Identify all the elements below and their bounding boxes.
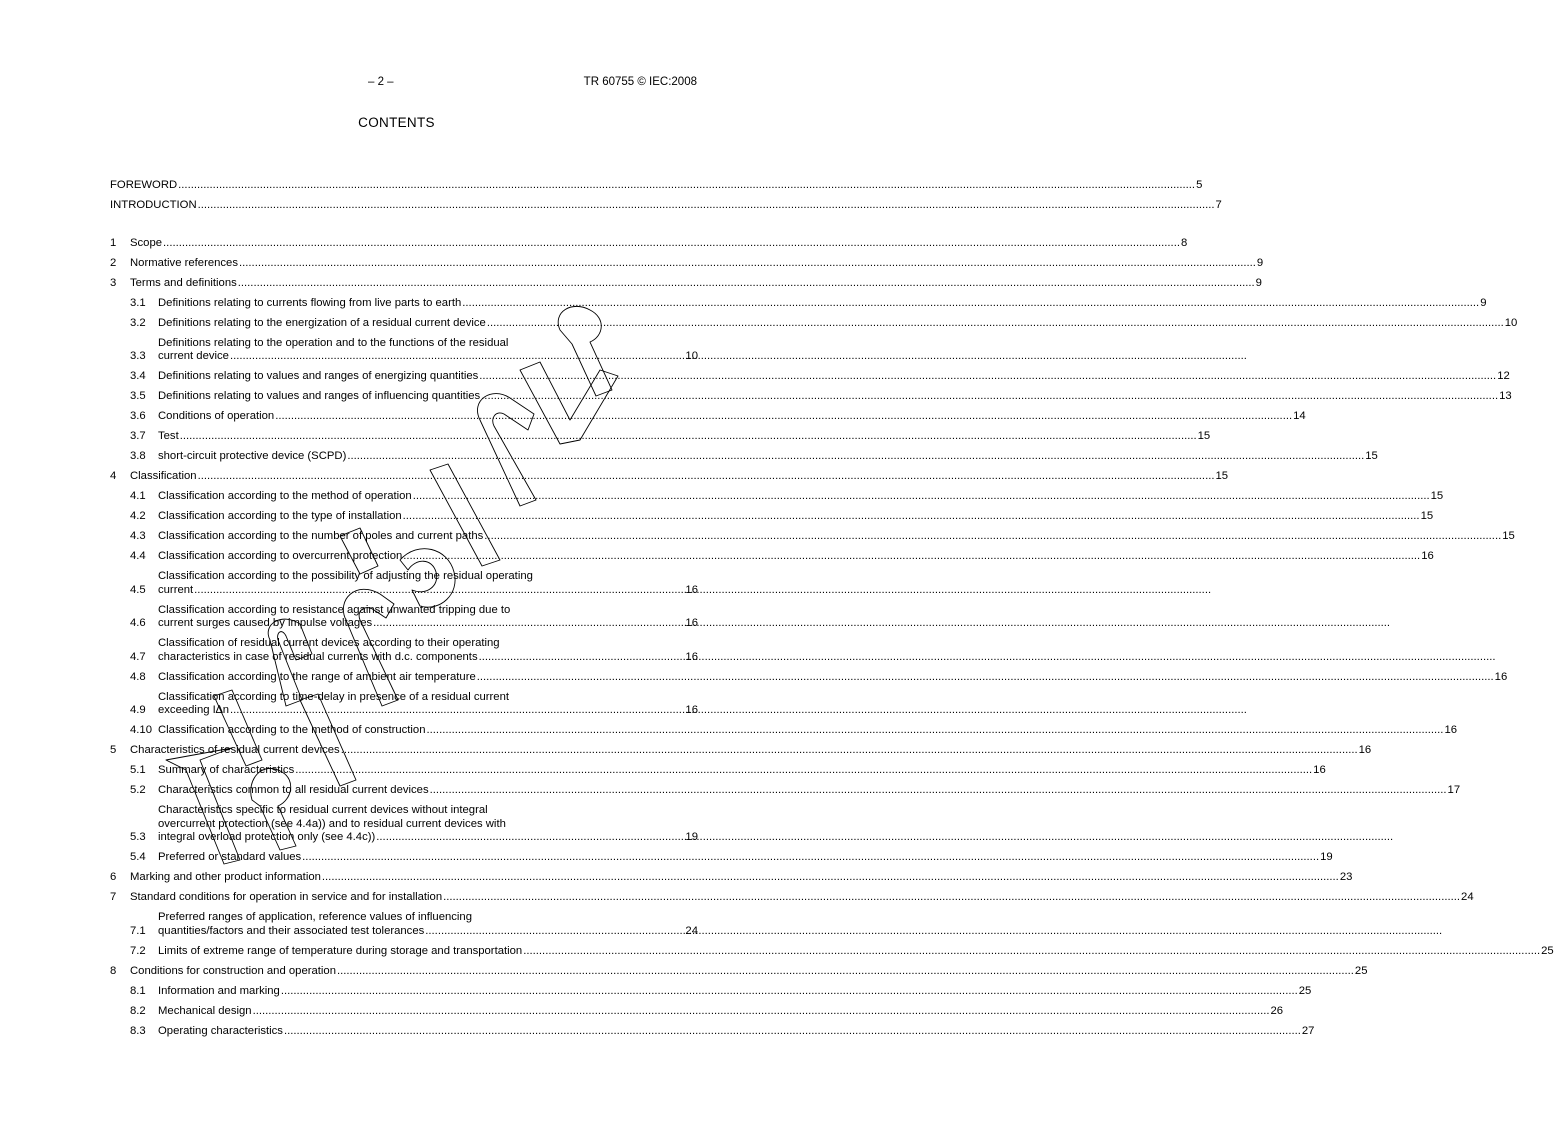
toc-leader-dots xyxy=(479,651,1496,665)
toc-page-number: 9 xyxy=(1255,276,1262,289)
toc-entry-title: integral overload protection only (see 4.4c)) xyxy=(158,831,376,843)
toc-entry-title: Conditions for construction and operation xyxy=(130,964,336,977)
toc-entry-number: 1 xyxy=(110,236,117,249)
toc-entry-number: 4.4 xyxy=(130,550,146,562)
toc-leader-dots xyxy=(302,851,1319,865)
toc-entry-title: Classification according to time-delay in presence of a residual current xyxy=(158,690,510,703)
toc-leader-dots xyxy=(443,891,1460,905)
toc-entry[interactable] xyxy=(110,530,1515,544)
toc-page-number: 23 xyxy=(1339,871,1353,883)
toc-entry-number: 4.7 xyxy=(130,650,146,663)
toc-entry-title: current surges caused by impulse voltages xyxy=(158,617,373,629)
toc-page-number: 9 xyxy=(1256,256,1264,269)
toc-page-number: 25 xyxy=(1298,984,1312,997)
toc-entry-number: 4.10 xyxy=(130,724,152,736)
toc-entry-number: 4 xyxy=(110,470,117,482)
toc-leader-dots xyxy=(198,470,1215,484)
toc-entry-number: 5.4 xyxy=(130,851,146,863)
toc-entry-number: 4.8 xyxy=(130,670,146,683)
toc-page-number: 16 xyxy=(1358,744,1372,756)
toc-entry[interactable] xyxy=(110,337,698,364)
toc-entry[interactable] xyxy=(110,944,1554,959)
toc-entry-title: Terms and definitions xyxy=(130,276,237,289)
toc-page-number: 15 xyxy=(1502,530,1515,542)
toc-entry-title: Classification according to the range of ambient air temperature xyxy=(158,670,476,683)
toc-entry[interactable] xyxy=(110,430,1211,444)
toc-page-number: 16 xyxy=(685,583,698,596)
toc-entry-title: Summary of characteristics xyxy=(158,764,295,776)
toc-entry[interactable] xyxy=(110,670,1508,685)
toc-entry-title: Characteristics common to all residual current devices xyxy=(158,784,429,796)
toc-entry[interactable] xyxy=(110,724,1458,738)
toc-leader-dots xyxy=(347,450,1364,464)
toc-entry[interactable] xyxy=(110,550,1434,564)
toc-page-number: 15 xyxy=(1197,430,1211,442)
toc-page-number: 15 xyxy=(1420,510,1434,522)
toc-page-number: 16 xyxy=(1313,764,1326,776)
toc-entry[interactable] xyxy=(110,964,1368,979)
toc-page-number: 26 xyxy=(1270,1004,1284,1017)
toc-entry-title: Characteristics specific to residual current devices without integral xyxy=(158,804,488,816)
toc-leader-dots xyxy=(238,277,1255,291)
toc-entry-number: 8 xyxy=(110,964,117,977)
toc-leader-dots xyxy=(281,985,1298,999)
toc-entry-number: 2 xyxy=(110,256,117,269)
toc-entry-title: Operating characteristics xyxy=(158,1024,283,1037)
toc-entry-title: FOREWORD xyxy=(110,179,178,191)
toc-leader-dots xyxy=(239,257,1256,271)
toc-entry-number: 6 xyxy=(110,871,117,883)
page-title: CONTENTS xyxy=(358,115,435,130)
toc-page-number: 13 xyxy=(1499,390,1512,402)
toc-entry-number: 4.9 xyxy=(130,704,146,716)
toc-entry-number: 4.2 xyxy=(130,510,146,522)
toc-leader-dots xyxy=(425,925,1442,939)
toc-entry-title: Preferred ranges of application, reference values of influencing xyxy=(158,911,472,923)
toc-leader-dots xyxy=(341,744,1358,758)
toc-page-number: 24 xyxy=(685,924,698,937)
toc-leader-dots xyxy=(403,550,1420,564)
toc-entry[interactable] xyxy=(110,276,1262,291)
toc-entry-title: current xyxy=(158,583,194,596)
toc-leader-dots xyxy=(427,724,1444,738)
toc-page-number: 16 xyxy=(1494,670,1508,683)
toc-leader-dots xyxy=(180,430,1197,444)
toc-entry[interactable] xyxy=(110,470,1229,484)
toc-page-number: 10 xyxy=(685,350,698,362)
toc-leader-dots xyxy=(373,617,1390,631)
toc-entry-number: 5.1 xyxy=(130,764,146,776)
toc-entry-number: 5 xyxy=(110,744,117,756)
toc-entry[interactable] xyxy=(110,691,698,718)
toc-leader-dots xyxy=(198,199,1215,213)
toc-entry-title: Preferred or standard values xyxy=(158,851,302,863)
toc-entry[interactable] xyxy=(110,510,1434,524)
toc-entry-title: INTRODUCTION xyxy=(110,199,197,211)
toc-page-number: 12 xyxy=(1497,370,1510,382)
toc-entry-title: Classification according to the possibility of adjusting the residual operating xyxy=(158,570,533,582)
toc-entry-title: current device xyxy=(158,350,229,362)
toc-entry-number: 8.3 xyxy=(130,1024,146,1037)
toc-entry-title: Definitions relating to currents flowing from live parts to earth xyxy=(158,296,462,309)
toc-page-number: 19 xyxy=(685,831,698,843)
toc-page-number: 7 xyxy=(1215,199,1222,211)
toc-leader-dots xyxy=(253,1005,1270,1019)
toc-entry-title: characteristics in case of residual currents with d.c. components xyxy=(158,650,478,663)
page-header-number: – 2 – xyxy=(368,76,394,88)
toc-entry-title: Definitions relating to values and ranges of influencing quantities xyxy=(158,390,481,402)
toc-page-number: 9 xyxy=(1480,296,1487,309)
toc-entry-title: Definitions relating to the energization of a residual current device xyxy=(158,316,486,329)
toc-leader-dots xyxy=(284,1025,1301,1039)
toc-entry-title: Standard conditions for operation in service and for installation xyxy=(130,891,443,903)
toc-leader-dots xyxy=(462,297,1479,311)
toc-entry-number: 8.1 xyxy=(130,984,146,997)
toc-entry-number: 3.1 xyxy=(130,296,146,309)
toc-entry-title: Classification according to the number of poles and current paths xyxy=(158,530,484,542)
toc-entry-title: Definitions relating to values and ranges of energizing quantities xyxy=(158,370,479,382)
toc-leader-dots xyxy=(178,179,1195,193)
toc-entry[interactable] xyxy=(110,370,1510,384)
toc-leader-dots xyxy=(477,671,1494,685)
toc-entry[interactable] xyxy=(110,490,1444,504)
toc-leader-dots xyxy=(403,510,1420,524)
toc-page-number: 14 xyxy=(1293,410,1306,422)
toc-entry[interactable] xyxy=(110,256,1264,271)
toc-page-number: 15 xyxy=(1365,450,1378,462)
toc-entry-title: Test xyxy=(158,430,179,442)
toc-entry-title: Information and marking xyxy=(158,984,280,997)
toc-entry-title: Mechanical design xyxy=(158,1004,252,1017)
toc-leader-dots xyxy=(230,704,1247,718)
toc-leader-dots xyxy=(430,784,1447,798)
toc-page-number: 24 xyxy=(1461,891,1474,903)
toc-entry-title: quantities/factors and their associated test tolerances xyxy=(158,924,425,937)
toc-page-number: 16 xyxy=(685,617,698,629)
toc-entry-title: Classification according to the method of operation xyxy=(158,490,412,502)
toc-entry[interactable] xyxy=(110,390,1512,404)
toc-leader-dots xyxy=(295,764,1312,778)
toc-entry[interactable] xyxy=(110,1024,1315,1039)
toc-entry-number: 4.5 xyxy=(130,583,146,596)
toc-entry-number: 5.2 xyxy=(130,784,146,796)
toc-entry-number: 4.1 xyxy=(130,490,146,502)
toc-entry[interactable] xyxy=(110,410,1306,424)
toc-leader-dots xyxy=(337,965,1354,979)
toc-page-number: 8 xyxy=(1180,236,1188,249)
toc-leader-dots xyxy=(163,237,1180,251)
table-of-contents xyxy=(110,179,1554,1038)
toc-page-number: 16 xyxy=(685,704,698,716)
toc-entry-title: Classification according to the type of installation xyxy=(158,510,402,522)
toc-entry-number: 4.3 xyxy=(130,530,146,542)
toc-leader-dots xyxy=(479,370,1496,384)
toc-entry-title: short-circuit protective device (SCPD) xyxy=(158,450,347,462)
toc-entry-number: 3.7 xyxy=(130,430,146,442)
toc-page-number: 16 xyxy=(1444,724,1458,736)
toc-entry-number: 3.8 xyxy=(130,450,146,462)
toc-entry-title: Scope xyxy=(130,236,163,249)
toc-entry-number: 4.6 xyxy=(130,617,146,629)
toc-page-number: 15 xyxy=(1215,470,1229,482)
toc-entry-title: Classification according to resistance against unwanted tripping due to xyxy=(158,603,511,616)
toc-entry[interactable] xyxy=(110,764,1326,778)
toc-leader-dots xyxy=(376,831,1393,845)
toc-entry-title: Classification xyxy=(130,470,197,482)
toc-page-number: 19 xyxy=(1320,851,1333,863)
toc-entry[interactable] xyxy=(110,604,698,631)
toc-page-number: 27 xyxy=(1301,1024,1315,1037)
toc-leader-dots xyxy=(484,530,1501,544)
toc-entry[interactable] xyxy=(110,891,1474,905)
toc-entry-title: Definitions relating to the operation and to the functions of the residual xyxy=(158,336,509,349)
toc-entry[interactable] xyxy=(110,316,1518,331)
toc-entry[interactable] xyxy=(110,450,1378,464)
toc-entry-number: 7.2 xyxy=(130,944,146,957)
toc-entry[interactable] xyxy=(110,179,1203,193)
toc-entry-number: 3 xyxy=(110,276,117,289)
toc-page-number: 5 xyxy=(1196,179,1203,191)
toc-entry-title: Conditions of operation xyxy=(158,410,275,422)
toc-entry-number: 8.2 xyxy=(130,1004,146,1017)
toc-entry[interactable] xyxy=(110,784,1461,798)
toc-entry-number: 5.3 xyxy=(130,831,146,843)
page-header-standard: TR 60755 © IEC:2008 xyxy=(583,76,697,88)
toc-entry[interactable] xyxy=(110,804,698,845)
toc-entry-title: Limits of extreme range of temperature during storage and transportation xyxy=(158,944,523,957)
toc-leader-dots xyxy=(322,871,1339,885)
toc-entry-title: Characteristics of residual current devices xyxy=(130,744,340,756)
toc-page-number: 25 xyxy=(1354,964,1368,977)
toc-leader-dots xyxy=(523,945,1540,959)
toc-page-number: 17 xyxy=(1447,784,1461,796)
toc-entry[interactable] xyxy=(110,296,1487,311)
toc-leader-dots xyxy=(413,490,1430,504)
toc-leader-dots xyxy=(275,410,1292,424)
toc-entry-number: 7 xyxy=(110,891,117,903)
toc-entry-title: Normative references xyxy=(130,256,238,269)
toc-leader-dots xyxy=(230,350,1247,364)
toc-page-number: 15 xyxy=(1430,490,1444,502)
toc-entry[interactable] xyxy=(110,911,698,938)
toc-entry-number: 3.5 xyxy=(130,390,146,402)
toc-entry-title: Marking and other product information xyxy=(130,871,321,883)
toc-page-number: 25 xyxy=(1541,944,1554,957)
toc-entry-title: overcurrent protection (see 4.4a)) and to residual current devices with xyxy=(158,817,506,830)
toc-entry[interactable] xyxy=(110,1004,1284,1019)
toc-entry-title: Classification according to overcurrent protection xyxy=(158,550,403,562)
toc-entry[interactable] xyxy=(110,236,1188,251)
toc-page-number: 10 xyxy=(1504,316,1518,329)
toc-entry-number: 3.4 xyxy=(130,370,146,382)
toc-entry[interactable] xyxy=(110,851,1333,865)
toc-page-number: 16 xyxy=(1421,550,1434,562)
toc-entry-number: 3.6 xyxy=(130,410,146,422)
toc-entry[interactable] xyxy=(110,570,698,597)
toc-leader-dots xyxy=(481,390,1498,404)
toc-entry-number: 7.1 xyxy=(130,924,146,937)
toc-leader-dots xyxy=(194,584,1211,598)
toc-entry-number: 3.3 xyxy=(130,350,146,362)
toc-entry-number: 3.2 xyxy=(130,316,146,329)
toc-entry[interactable] xyxy=(110,744,1372,758)
toc-entry-title: exceeding I∆n xyxy=(158,704,229,716)
toc-entry[interactable] xyxy=(110,199,1222,213)
toc-entry[interactable] xyxy=(110,984,1312,999)
toc-leader-dots xyxy=(487,317,1504,331)
toc-entry-title: Classification according to the method of construction xyxy=(158,724,426,736)
toc-entry[interactable] xyxy=(110,871,1353,885)
toc-entry[interactable] xyxy=(110,637,698,664)
toc-page-number: 16 xyxy=(685,650,698,663)
toc-entry-title: Classification of residual current devices according to their operating xyxy=(158,637,500,649)
